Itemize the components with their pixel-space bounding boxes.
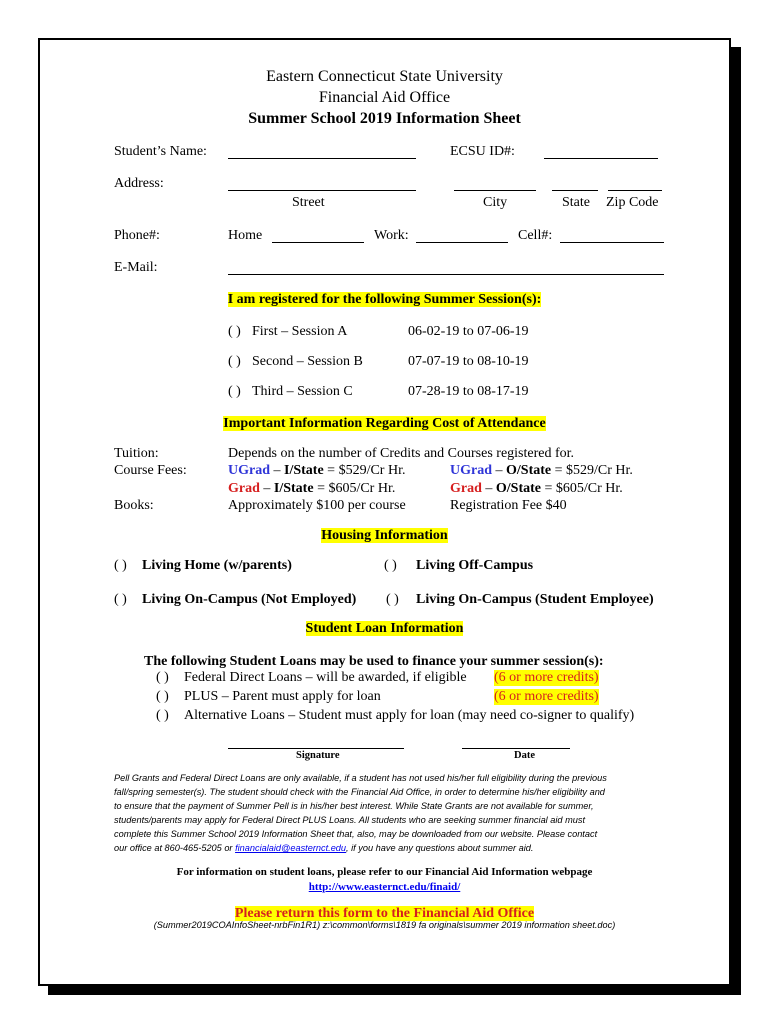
grad-ostate-rate: Grad – O/State = $605/Cr Hr. bbox=[450, 481, 623, 496]
finaid-url-link[interactable]: http://www.easternct.edu/finaid/ bbox=[308, 881, 461, 893]
disclaimer-line: students/parents may apply for Federal Direct PLUS Loans. All students who are seeking summer financial aid must bbox=[114, 815, 585, 825]
ecsu-id-field[interactable] bbox=[544, 158, 658, 159]
city-caption: City bbox=[483, 195, 508, 210]
street-caption: Street bbox=[292, 195, 325, 210]
sessions-heading: I am registered for the following Summer Session(s): bbox=[227, 292, 542, 307]
housing-home-label: Living Home (w/parents) bbox=[142, 558, 292, 573]
disclaimer-line: our office at 860-465-5205 or financialaid@easternct.edu, if you have any questions about summer aid. bbox=[114, 843, 534, 853]
session-a-checkbox[interactable]: ( ) bbox=[228, 324, 241, 339]
disclaimer-line: Pell Grants and Federal Direct Loans are only available, if a student has not used his/her full eligibility during the previous bbox=[114, 773, 607, 783]
session-c-name: Third – Session C bbox=[252, 384, 353, 399]
office-name: Financial Aid Office bbox=[318, 89, 451, 106]
housing-home-checkbox[interactable]: ( ) bbox=[114, 558, 127, 573]
session-c-dates: 07-28-19 to 08-17-19 bbox=[408, 384, 529, 399]
registration-fee: Registration Fee $40 bbox=[450, 498, 567, 513]
zip-field[interactable] bbox=[608, 190, 662, 191]
cell-phone-field[interactable] bbox=[560, 242, 664, 243]
state-caption: State bbox=[562, 195, 590, 210]
date-field[interactable] bbox=[462, 748, 570, 749]
disclaimer-line: fall/spring semester(s). The student should check with the Financial Aid Office, in order to determine his/her eligibility and bbox=[114, 787, 605, 797]
cell-phone-label: Cell#: bbox=[518, 228, 553, 243]
housing-heading: Housing Information bbox=[321, 528, 448, 543]
alternative-loan-checkbox[interactable]: ( ) bbox=[156, 708, 169, 723]
grad-istate-rate: Grad – I/State = $605/Cr Hr. bbox=[228, 481, 396, 496]
work-phone-label: Work: bbox=[374, 228, 409, 243]
university-name: Eastern Connecticut State University bbox=[266, 68, 503, 85]
tuition-text: Depends on the number of Credits and Courses registered for. bbox=[228, 446, 575, 461]
email-link[interactable]: financialaid@easternct.edu bbox=[235, 843, 347, 853]
form-page bbox=[38, 38, 731, 986]
zip-caption: Zip Code bbox=[606, 195, 659, 210]
housing-student-employee-checkbox[interactable]: ( ) bbox=[386, 592, 399, 607]
loans-heading: Student Loan Information bbox=[305, 621, 464, 636]
housing-on-campus-label: Living On-Campus (Not Employed) bbox=[142, 592, 357, 607]
email-label: E-Mail: bbox=[114, 260, 158, 275]
housing-student-employee-label: Living On-Campus (Student Employee) bbox=[416, 592, 654, 607]
signature-field[interactable] bbox=[228, 748, 404, 749]
session-b-dates: 07-07-19 to 08-10-19 bbox=[408, 354, 529, 369]
loans-intro: The following Student Loans may be used to finance your summer session(s): bbox=[144, 654, 604, 669]
session-c-checkbox[interactable]: ( ) bbox=[228, 384, 241, 399]
work-phone-field[interactable] bbox=[416, 242, 508, 243]
return-instruction: Please return this form to the Financial Aid Office bbox=[234, 906, 535, 921]
books-text: Approximately $100 per course bbox=[228, 498, 406, 513]
student-name-label: Student’s Name: bbox=[114, 144, 207, 159]
alternative-loan-text: Alternative Loans – Student must apply for loan (may need co-signer to qualify) bbox=[184, 708, 635, 723]
plus-loan-note: (6 or more credits) bbox=[494, 689, 599, 704]
direct-loan-text: Federal Direct Loans – will be awarded, if eligible bbox=[184, 670, 467, 685]
housing-on-campus-checkbox[interactable]: ( ) bbox=[114, 592, 127, 607]
disclaimer-line: complete this Summer School 2019 Information Sheet that, also, may be downloaded from our website. Please contact bbox=[114, 829, 598, 839]
address-label: Address: bbox=[114, 176, 164, 191]
file-reference: (Summer2019COAInfoSheet-nrbFin1R1) z:\common\forms\1819 fa originals\summer 2019 information sheet.doc) bbox=[153, 920, 616, 930]
plus-loan-checkbox[interactable]: ( ) bbox=[156, 689, 169, 704]
session-b-name: Second – Session B bbox=[252, 354, 363, 369]
plus-loan-text: PLUS – Parent must apply for loan bbox=[184, 689, 381, 704]
city-field[interactable] bbox=[454, 190, 536, 191]
session-a-name: First – Session A bbox=[252, 324, 348, 339]
session-a-dates: 06-02-19 to 07-06-19 bbox=[408, 324, 529, 339]
date-label: Date bbox=[514, 750, 535, 761]
tuition-label: Tuition: bbox=[114, 446, 159, 461]
home-phone-field[interactable] bbox=[272, 242, 364, 243]
session-b-checkbox[interactable]: ( ) bbox=[228, 354, 241, 369]
finaid-url-row bbox=[40, 881, 729, 893]
cost-heading: Important Information Regarding Cost of Attendance bbox=[223, 416, 546, 431]
email-field[interactable] bbox=[228, 274, 664, 275]
home-phone-label: Home bbox=[228, 228, 263, 243]
form-title: Summer School 2019 Information Sheet bbox=[248, 110, 521, 127]
signature-label: Signature bbox=[296, 750, 340, 761]
ugrad-ostate-rate: UGrad – O/State = $529/Cr Hr. bbox=[450, 463, 633, 478]
direct-loan-note: (6 or more credits) bbox=[494, 670, 599, 685]
disclaimer-line: to ensure that the payment of Summer Pell is in his/her best interest. While State Grants are not available for summer, bbox=[114, 801, 594, 811]
course-fees-label: Course Fees: bbox=[114, 463, 187, 478]
ugrad-istate-rate: UGrad – I/State = $529/Cr Hr. bbox=[228, 463, 406, 478]
state-field[interactable] bbox=[552, 190, 598, 191]
student-name-field[interactable] bbox=[228, 158, 416, 159]
housing-off-campus-label: Living Off-Campus bbox=[416, 558, 534, 573]
ecsu-id-label: ECSU ID#: bbox=[450, 144, 515, 159]
housing-off-campus-checkbox[interactable]: ( ) bbox=[384, 558, 397, 573]
phone-label: Phone#: bbox=[114, 228, 160, 243]
loan-info-text: For information on student loans, please refer to our Financial Aid Information webpage bbox=[176, 866, 593, 878]
direct-loan-checkbox[interactable]: ( ) bbox=[156, 670, 169, 685]
street-field[interactable] bbox=[228, 190, 416, 191]
books-label: Books: bbox=[114, 498, 154, 513]
